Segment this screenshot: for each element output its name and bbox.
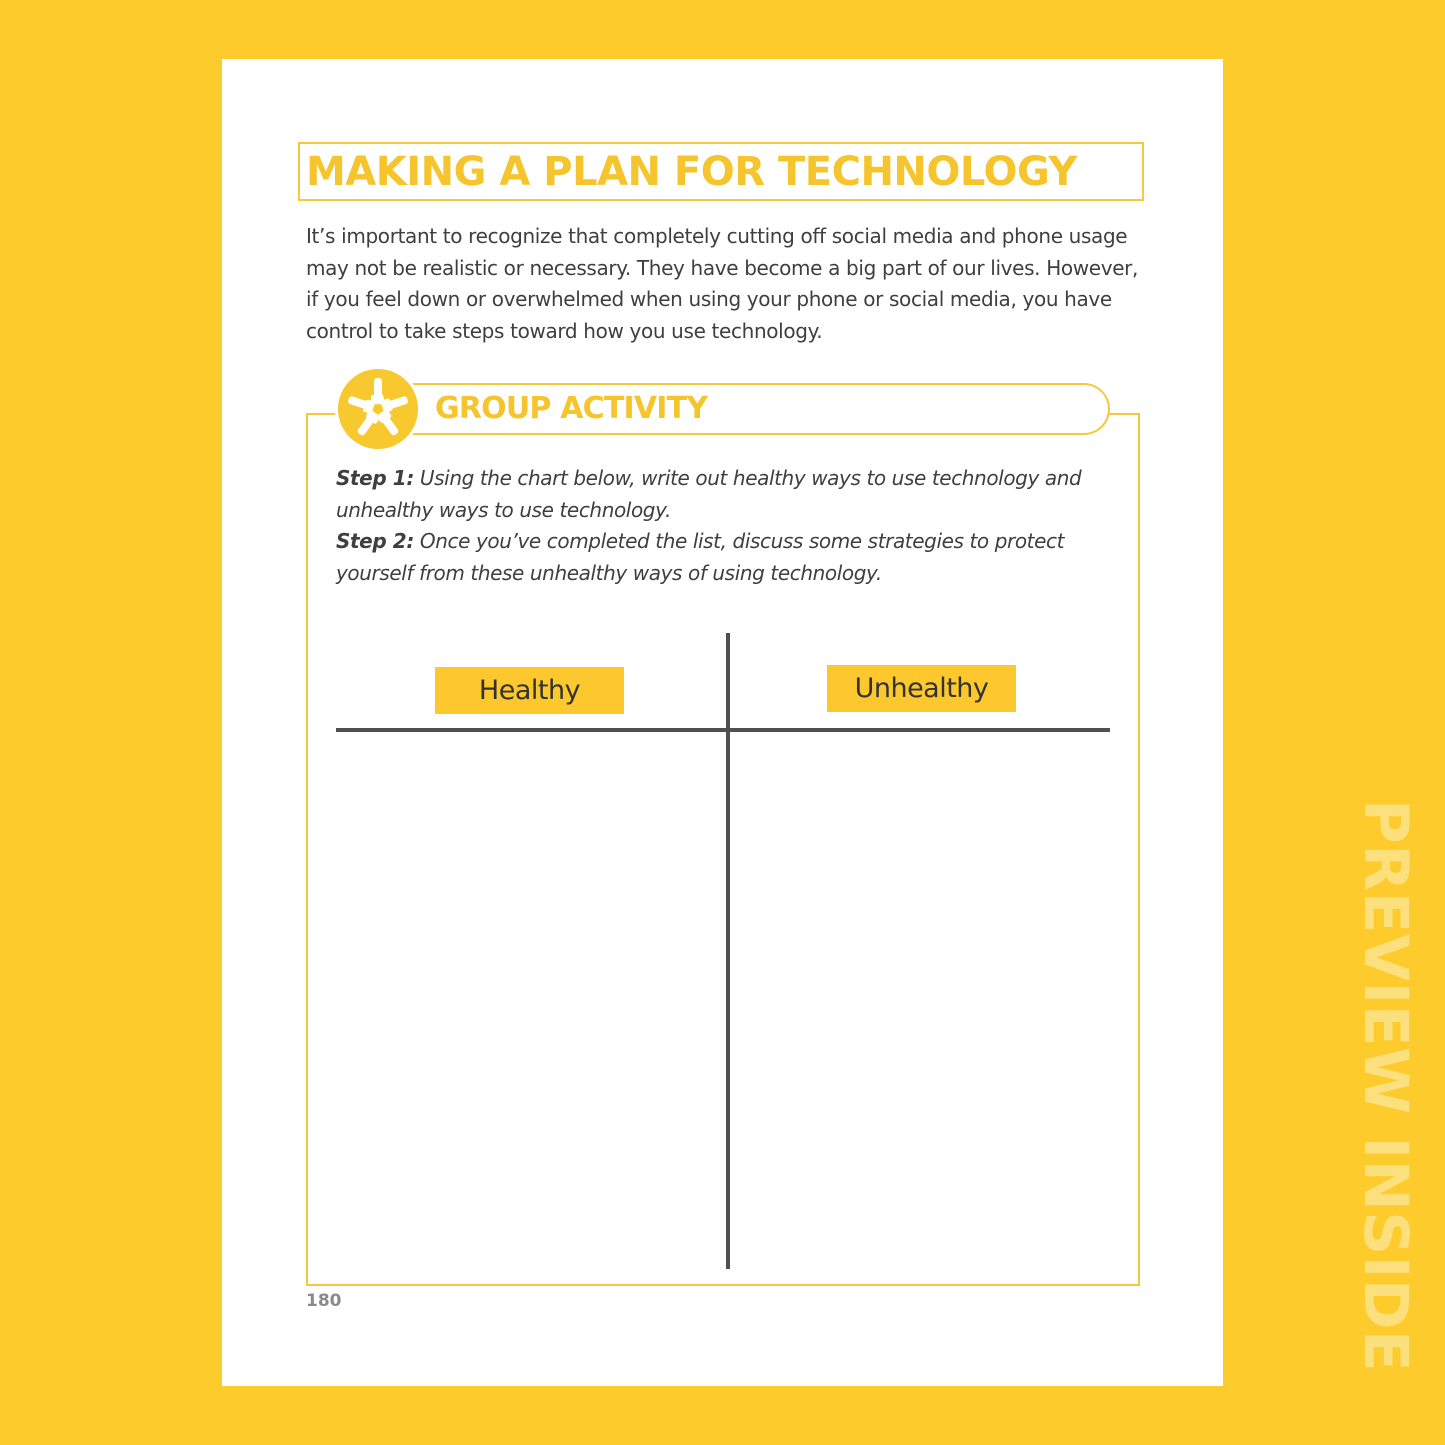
group-activity-title: GROUP ACTIVITY [435,391,708,426]
healthy-column-header: Healthy [435,667,624,714]
page-title: MAKING A PLAN FOR TECHNOLOGY [306,149,1077,195]
page-number: 180 [306,1291,342,1311]
t-chart-horizontal-rule [336,728,1110,732]
intro-paragraph: It’s important to recognize that completely cutting off social media and phone usage may not be realistic or necessary. They have become a big part of our lives. However, if you feel down or overwhelmed when using your phone or social media, you have control to take steps toward how you use technology. [306,224,1139,343]
activity-steps [336,463,1116,589]
worksheet-page [222,59,1223,1386]
unhealthy-column-header: Unhealthy [827,665,1016,712]
step-2-label: Step 2: [336,529,414,553]
step-2-text: Once you’ve completed the list, discuss some strategies to protect yourself from these unhealthy ways of using technology. [336,529,1065,585]
watermark-text: PREVIEW INSIDE [1350,799,1421,1373]
step-1 [336,463,1116,526]
step-2 [336,526,1116,589]
hands-circle-icon [335,366,421,452]
step-1-label: Step 1: [336,466,414,490]
step-1-text: Using the chart below, write out healthy ways to use technology and unhealthy ways to use technology. [336,466,1082,522]
